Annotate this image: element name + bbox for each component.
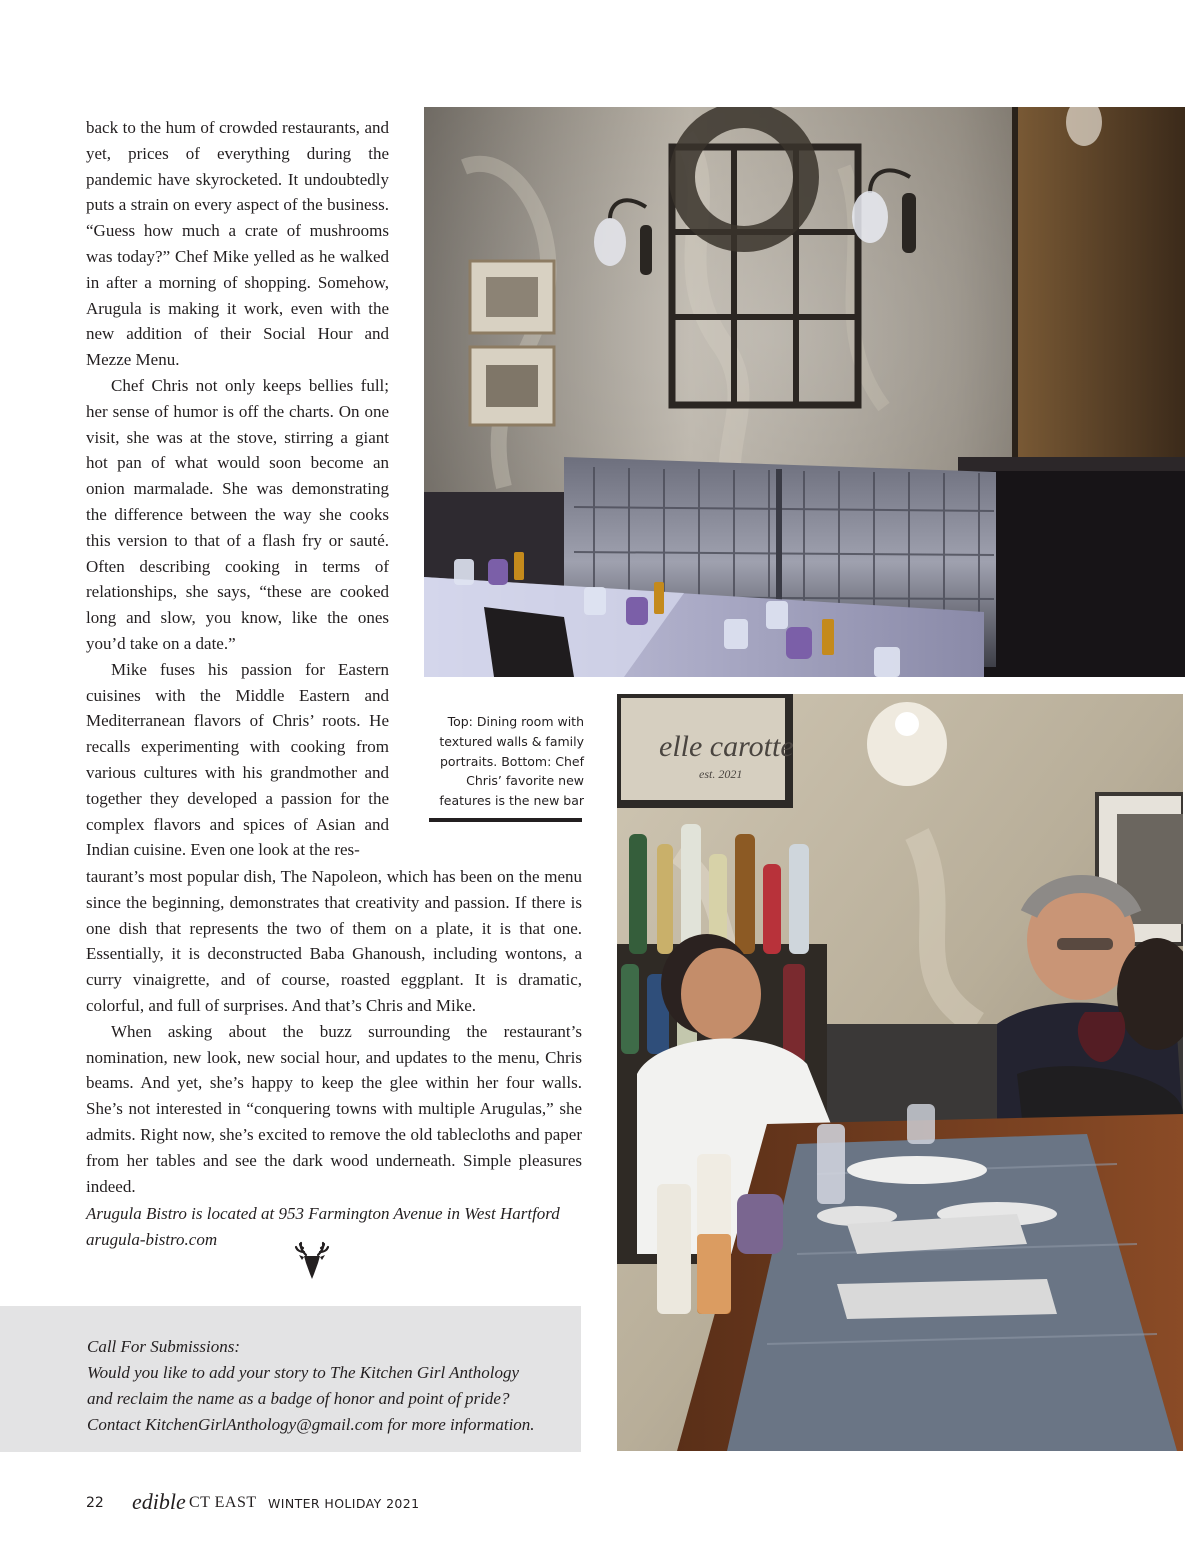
bar-photo [617, 694, 1183, 1451]
dining-room-photo [424, 107, 1185, 677]
sign-text: elle carotte [659, 730, 794, 763]
stag-head-icon [292, 1241, 332, 1281]
article-paragraph-3-start: Mike fuses his passion for Eastern cuisines with the Middle Eastern and Mediterranean flavors of Chris’ roots. He recalls experimenting with cooking from various cultures with his grandmother and together they developed a passion for the complex flavors and spices of Asian and Indian cuisine. Even one look at the res- [86, 659, 389, 860]
caption-rule [429, 818, 582, 822]
restaurant-website: arugula-bistro.com [86, 1229, 218, 1249]
article-paragraph-1: back to the hum of crowded restaurants, and yet, prices of everything during the pandemic have skyrocketed. It undoubtedly puts a strain on every aspect of the business. “Guess how much a crate of mushrooms was today?” Chef Mike yelled as he walked in after a morning of shopping. Somehow, Arugula is making it work, even with the new addition of their Social Hour and Mezze Menu. [86, 118, 389, 370]
restaurant-location: Arugula Bistro is located at 953 Farmington Avenue in West Hartford [86, 1204, 560, 1223]
issue-label: WINTER HOLIDAY 2021 [268, 1496, 420, 1511]
article-paragraph-4: When asking about the buzz surrounding the restaurant’s nomination, new look, new social hour, and updates to the menu, Chris beams. And yet, she’s happy to keep the glee within her four walls. She’s not interested in “conquering towns with multiple Arugulas,” she admits. Right now, she’s excited to remove the old tablecloths and paper from her tables and see the dark wood underneath. Simple pleasures indeed. [86, 1021, 582, 1196]
photo-caption: Top: Dining room with textured walls & family portraits. Bottom: Chef Chris’ favorite new features is the new bar [439, 714, 584, 809]
article-column-left [86, 115, 389, 863]
brand-edible: edible [132, 1489, 186, 1514]
article-paragraph-3-end: taurant’s most popular dish, The Napoleon, which has been on the menu since the beginning, demonstrates that creativity and passion. If there is one dish that represents the two of them on a plate, it is that one. Essentially, it is deconstructed Baba Ghanoush, including wontons, a curry vinaigrette, and of course, roasted eggplant. It is dramatic, colorful, and full of surprises. And that’s Chris and Mike. [86, 867, 582, 1015]
page-number: 22 [86, 1495, 104, 1511]
restaurant-credit [86, 1201, 586, 1253]
article-column-full [86, 864, 582, 1199]
call-for-submissions-box [0, 1306, 581, 1452]
article-paragraph-2: Chef Chris not only keeps bellies full; her sense of humor is off the charts. On one visit, she was at the stove, stirring a giant hot pan of what would soon become an onion marmalade. She was demonstrating the difference between the way she cooks this version to that of a flash fry or sauté. Often describing cooking in terms of relationships, she says, “these are cooked long and slow, you know, like the ones you’d take on a date.” [86, 375, 389, 653]
submissions-line-2: Would you like to add your story to The Kitchen Girl Anthology [87, 1363, 520, 1382]
submissions-heading: Call For Submissions: [87, 1337, 241, 1356]
submissions-contact: Contact KitchenGirlAnthology@gmail.com for more information. [87, 1415, 535, 1434]
brand-region: CT EAST [189, 1494, 257, 1511]
submissions-line-3: and reclaim the name as a badge of honor and point of pride? [87, 1389, 510, 1408]
sign-subtext: est. 2021 [699, 767, 743, 781]
